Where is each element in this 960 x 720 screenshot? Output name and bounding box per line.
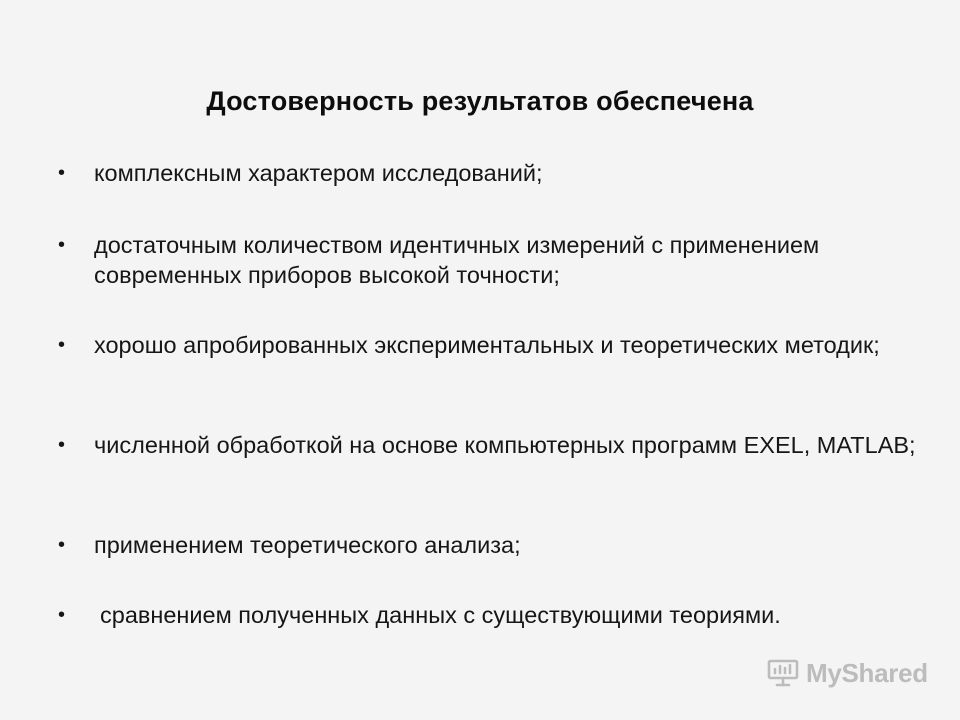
- bullet-marker: •: [58, 604, 66, 626]
- myshared-watermark: [766, 655, 928, 691]
- bullet-text: численной обработкой на основе компьютерных программ EXEL, MATLAB;: [94, 432, 916, 458]
- list-item: [58, 230, 918, 290]
- bullet-marker: •: [58, 334, 66, 356]
- list-item: [58, 330, 880, 360]
- bullet-text: комплексным характером исследований;: [94, 160, 543, 186]
- bullet-marker: •: [58, 162, 66, 184]
- bullet-text: хорошо апробированных экспериментальных и теоретических методик;: [94, 332, 880, 358]
- watermark-brand-text: MyShared: [806, 657, 928, 688]
- bullet-text: применением теоретического анализа;: [94, 532, 521, 558]
- bullet-marker: •: [58, 434, 66, 456]
- list-item: [58, 530, 521, 560]
- list-item: [58, 600, 781, 630]
- list-item: [58, 158, 543, 188]
- bullet-marker: •: [58, 234, 66, 256]
- bullet-marker: •: [58, 534, 66, 556]
- list-item: [58, 430, 916, 460]
- presentation-board-icon: [766, 658, 800, 688]
- slide-title: Достоверность результатов обеспечена: [206, 86, 754, 116]
- bullet-text: достаточным количеством идентичных измерений с применением современных приборов высокой точности;: [94, 232, 820, 288]
- bullet-text: сравнением полученных данных с существующими теориями.: [100, 602, 781, 628]
